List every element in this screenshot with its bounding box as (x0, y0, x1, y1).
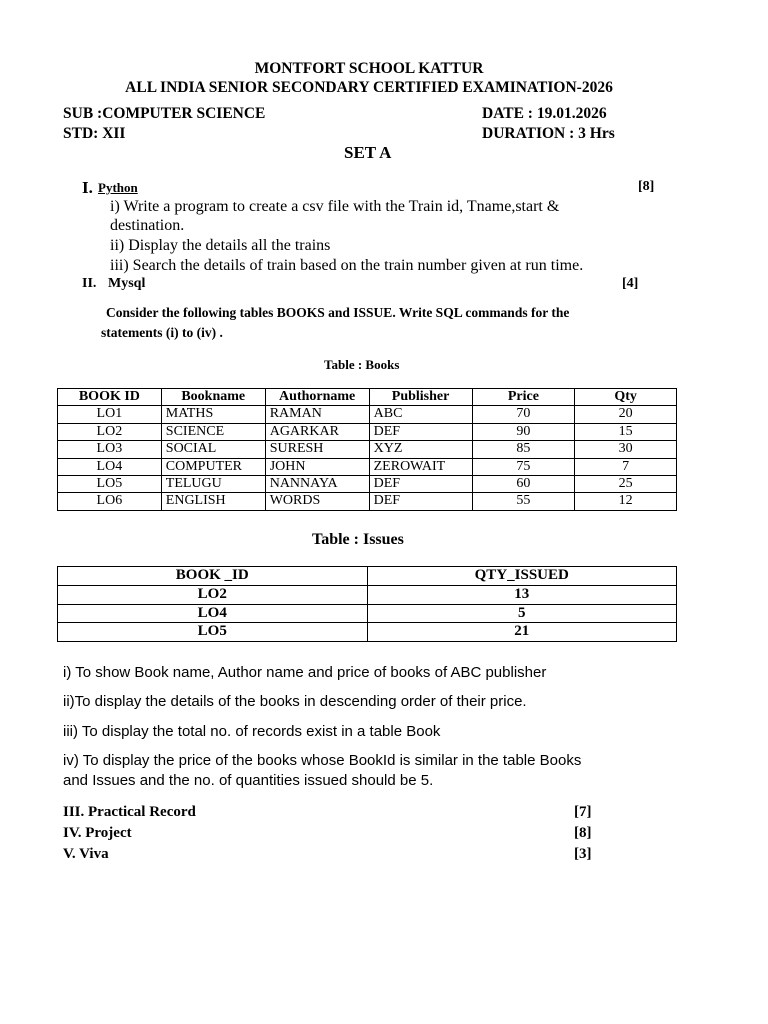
table-cell: 12 (575, 493, 677, 510)
table-row (58, 493, 677, 510)
table-row (58, 623, 677, 642)
table-row (58, 406, 677, 423)
table-cell: 75 (472, 458, 575, 475)
table-cell: LO2 (58, 423, 162, 440)
duration-label: DURATION : 3 Hrs (482, 125, 615, 142)
table-cell: ENGLISH (161, 493, 265, 510)
table-cell: TELUGU (161, 476, 265, 493)
issues-table (57, 566, 677, 642)
table-cell: ZEROWAIT (369, 458, 472, 475)
table-cell: SURESH (265, 441, 369, 458)
table-cell: DEF (369, 493, 472, 510)
column-header: Bookname (161, 389, 265, 406)
sql-question-continued: and Issues and the no. of quantities issued should be 5. (63, 772, 434, 789)
table-cell: XYZ (369, 441, 472, 458)
table-cell: LO4 (58, 604, 368, 623)
table-cell: DEF (369, 476, 472, 493)
table-cell: 90 (472, 423, 575, 440)
date-label: DATE : 19.01.2026 (482, 105, 607, 122)
viva-marks: [3] (574, 846, 592, 862)
section1-title: Python (98, 180, 138, 195)
section2-marks: [4] (622, 276, 639, 291)
books-table-caption: Table : Books (324, 357, 400, 372)
section2-title: Mysql (108, 276, 146, 291)
issues-table-caption: Table : Issues (312, 531, 404, 548)
section1-line: destination. (110, 217, 185, 234)
practical-record-marks: [7] (574, 804, 592, 820)
table-cell: 21 (367, 623, 677, 642)
project-label: IV. Project (63, 825, 132, 841)
table-row (58, 423, 677, 440)
table-cell: 70 (472, 406, 575, 423)
table-cell: NANNAYA (265, 476, 369, 493)
books-table (57, 388, 677, 511)
section1-line: iii) Search the details of train based on the train number given at run time. (110, 257, 584, 274)
table-cell: 7 (575, 458, 677, 475)
section2-intro: statements (i) to (iv) . (101, 325, 223, 340)
table-cell: 15 (575, 423, 677, 440)
table-cell: LO5 (58, 623, 368, 642)
section2-intro: Consider the following tables BOOKS and ISSUE. Write SQL commands for the (106, 305, 570, 320)
table-cell: JOHN (265, 458, 369, 475)
table-cell: LO1 (58, 406, 162, 423)
table-row (58, 441, 677, 458)
sql-question: iv) To display the price of the books whose BookId is similar in the table Books (63, 752, 582, 769)
table-row (58, 458, 677, 475)
table-cell: AGARKAR (265, 423, 369, 440)
column-header: QTY_ISSUED (367, 567, 677, 586)
set-label: SET A (344, 143, 392, 162)
column-header: Qty (575, 389, 677, 406)
school-name: MONTFORT SCHOOL KATTUR (254, 60, 484, 77)
table-cell: LO3 (58, 441, 162, 458)
section1-line: ii) Display the details all the trains (110, 237, 331, 254)
table-cell: SCIENCE (161, 423, 265, 440)
table-cell: LO6 (58, 493, 162, 510)
column-header: BOOK ID (58, 389, 162, 406)
viva-label: V. Viva (63, 846, 109, 862)
table-cell: 25 (575, 476, 677, 493)
table-row (58, 476, 677, 493)
column-header: BOOK _ID (58, 567, 368, 586)
std-label: STD: XII (63, 125, 126, 142)
section1-marks: [8] (638, 179, 655, 194)
practical-record-label: III. Practical Record (63, 804, 196, 820)
table-cell: 55 (472, 493, 575, 510)
exam-title: ALL INDIA SENIOR SECONDARY CERTIFIED EXAMINATION-2026 (125, 79, 613, 96)
table-cell: 20 (575, 406, 677, 423)
table-cell: COMPUTER (161, 458, 265, 475)
table-cell: LO2 (58, 585, 368, 604)
table-cell: 13 (367, 585, 677, 604)
table-cell: 85 (472, 441, 575, 458)
table-cell: ABC (369, 406, 472, 423)
column-header: Authorname (265, 389, 369, 406)
column-header: Price (472, 389, 575, 406)
sql-question: i) To show Book name, Author name and price of books of ABC publisher (63, 664, 547, 681)
table-cell: LO5 (58, 476, 162, 493)
table-header-row (58, 567, 677, 586)
table-cell: LO4 (58, 458, 162, 475)
table-cell: RAMAN (265, 406, 369, 423)
table-cell: SOCIAL (161, 441, 265, 458)
section2-number: II. (82, 276, 97, 291)
subject-label: SUB :COMPUTER SCIENCE (63, 105, 266, 122)
table-header-row (58, 389, 677, 406)
section1-number: I. (82, 178, 93, 197)
sql-question: iii) To display the total no. of records exist in a table Book (63, 723, 441, 740)
section1-line: i) Write a program to create a csv file with the Train id, Tname,start & (110, 198, 560, 215)
table-row (58, 585, 677, 604)
table-cell: 5 (367, 604, 677, 623)
table-cell: 60 (472, 476, 575, 493)
column-header: Publisher (369, 389, 472, 406)
table-cell: WORDS (265, 493, 369, 510)
sql-question: ii)To display the details of the books in descending order of their price. (63, 693, 527, 710)
table-row (58, 604, 677, 623)
project-marks: [8] (574, 825, 592, 841)
table-cell: DEF (369, 423, 472, 440)
table-cell: 30 (575, 441, 677, 458)
table-cell: MATHS (161, 406, 265, 423)
